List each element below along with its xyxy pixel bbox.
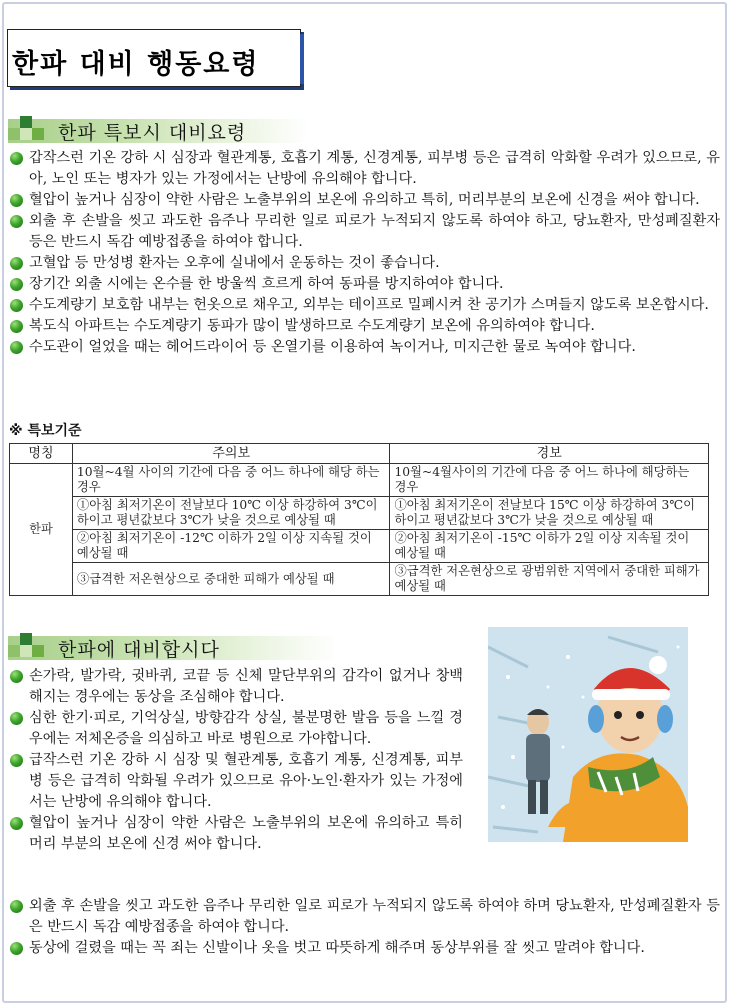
list-item: 고혈압 등 만성병 환자는 오후에 실내에서 운동하는 것이 좋습니다. <box>9 253 720 274</box>
bullet-icon <box>10 257 23 270</box>
bullet-icon <box>10 670 23 683</box>
list-item: 외출 후 손발을 씻고 과도한 음주나 무리한 일로 피로가 누적되지 않도록 하여야 하고, 당뇨환자, 만성폐질환자 등은 반드시 독감 예방접종을 하여야 합니다. <box>9 211 720 253</box>
list-item: 외출 후 손발을 씻고 과도한 음주나 무리한 일로 피로가 누적되지 않도록 하여야 하며 당뇨환자, 만성폐질환자 등은 반드시 독감 예방접종을 하여야 합니다. <box>9 896 720 938</box>
list-item: 급작스런 기온 강하 시 심장 및 혈관계통, 호흡기 계통, 신경계통, 피부병 등은 급격히 악화될 우려가 있으므로 유아·노인·환자가 있는 가정에서는 난방에 유의해야 합니다. <box>9 750 463 813</box>
page-title: 한파 대비 행동요령 <box>12 49 260 80</box>
bullet-icon <box>10 320 23 333</box>
heading-square <box>32 645 44 657</box>
warning-cell: 10월~4월사이의 기간에 다음 중 어느 하나에 해당하는 경우 <box>390 464 709 497</box>
table-row <box>10 464 709 497</box>
advisory-cell: ②아침 최저기온이 -12℃ 이하가 2일 이상 지속될 것이 예상될 때 <box>72 530 390 563</box>
standards-table <box>9 443 709 596</box>
standards-label: ※ 특보기준 <box>9 423 82 439</box>
warning-cell: ①아침 최저기온이 전날보다 15℃ 이상 하강하여 3℃이하이고 평년값보다 3℃가 낮을 것으로 예상될 때 <box>390 497 709 530</box>
bullet-icon <box>10 215 23 228</box>
header-advisory: 주의보 <box>72 444 390 464</box>
heading-square <box>20 645 32 657</box>
bullet-icon <box>10 194 23 207</box>
section2-list-wide <box>9 896 720 959</box>
bullet-icon <box>10 754 23 767</box>
heading-square <box>20 116 32 128</box>
bullet-icon <box>10 299 23 312</box>
section1-heading-text: 한파 특보시 대비요령 <box>58 122 247 144</box>
bullet-icon <box>10 278 23 291</box>
table-row <box>10 530 709 563</box>
bullet-icon <box>10 341 23 354</box>
bullet-icon <box>10 817 23 830</box>
heading-square <box>20 633 32 645</box>
list-item: 복도식 아파트는 수도계량기 동파가 많이 발생하므로 수도계량기 보온에 유의하여야 합니다. <box>9 316 720 337</box>
section2-heading-text: 한파에 대비합시다 <box>58 639 220 661</box>
title-accent-bar <box>300 34 304 84</box>
section1-list <box>9 148 720 358</box>
bullet-icon <box>10 900 23 913</box>
section2-heading <box>8 633 338 661</box>
heading-square <box>8 645 20 657</box>
row-name-cell: 한파 <box>10 464 73 596</box>
table-row <box>10 497 709 530</box>
heading-square <box>20 128 32 140</box>
header-name: 명칭 <box>10 444 73 464</box>
list-item: 동상에 걸렸을 때는 꼭 죄는 신발이나 옷을 벗고 따뜻하게 해주며 동상부위를 잘 씻고 말려야 합니다. <box>9 938 720 959</box>
section1-heading <box>8 116 308 144</box>
warning-cell: ②아침 최저기온이 -15℃ 이하가 2일 이상 지속될 것이 예상될 때 <box>390 530 709 563</box>
list-item: 갑작스런 기온 강하 시 심장과 혈관계통, 호흡기 계통, 신경계통, 피부병 등은 급격히 악화할 우려가 있으므로, 유아, 노인 또는 병자가 있는 가정에서는 난방에 유의해야 합니다. <box>9 148 720 190</box>
list-item: 수도계량기 보호함 내부는 헌옷으로 채우고, 외부는 테이프로 밀폐시켜 찬 공기가 스며들지 않도록 보온합시다. <box>9 295 720 316</box>
heading-square <box>32 128 44 140</box>
winter-person-illustration <box>488 627 688 842</box>
advisory-cell: ①아침 최저기온이 전날보다 10℃ 이상 하강하여 3℃이하이고 평년값보다 3℃가 낮을 것으로 예상될 때 <box>72 497 390 530</box>
bullet-icon <box>10 152 23 165</box>
list-item: 손가락, 발가락, 귓바퀴, 코끝 등 신체 말단부위의 감각이 없거나 창백해지는 경우에는 동상을 조심해야 합니다. <box>9 666 463 708</box>
heading-square <box>8 128 20 140</box>
title-box <box>7 29 301 87</box>
table-row <box>10 563 709 596</box>
list-item: 심한 한기·피로, 기억상실, 방향감각 상실, 불분명한 발음 등을 느낄 경우에는 저체온증을 의심하고 바로 병원으로 가야합니다. <box>9 708 463 750</box>
advisory-cell: ③급격한 저온현상으로 중대한 피해가 예상될 때 <box>72 563 390 596</box>
list-item: 혈압이 높거나 심장이 약한 사람은 노출부위의 보온에 유의하고 특히, 머리부분의 보온에 신경을 써야 합니다. <box>9 190 720 211</box>
advisory-cell: 10월~4월 사이의 기간에 다음 중 어느 하나에 해당 하는 경우 <box>72 464 390 497</box>
bullet-icon <box>10 712 23 725</box>
list-item: 수도관이 얼었을 때는 헤어드라이어 등 온열기를 이용하여 녹이거나, 미지근한 물로 녹여야 합니다. <box>9 337 720 358</box>
bullet-icon <box>10 942 23 955</box>
list-item: 혈압이 높거나 심장이 약한 사람은 노출부위의 보온에 유의하고 특히 머리 부분의 보온에 신경 써야 합니다. <box>9 813 463 855</box>
header-warning: 경보 <box>390 444 709 464</box>
warning-cell: ③급격한 저온현상으로 광범위한 지역에서 중대한 피해가 예상될 때 <box>390 563 709 596</box>
list-item: 장기간 외출 시에는 온수를 한 방울씩 흐르게 하여 동파를 방지하여야 합니다. <box>9 274 720 295</box>
table-header-row <box>10 444 709 464</box>
section2-list-narrow <box>9 666 463 855</box>
